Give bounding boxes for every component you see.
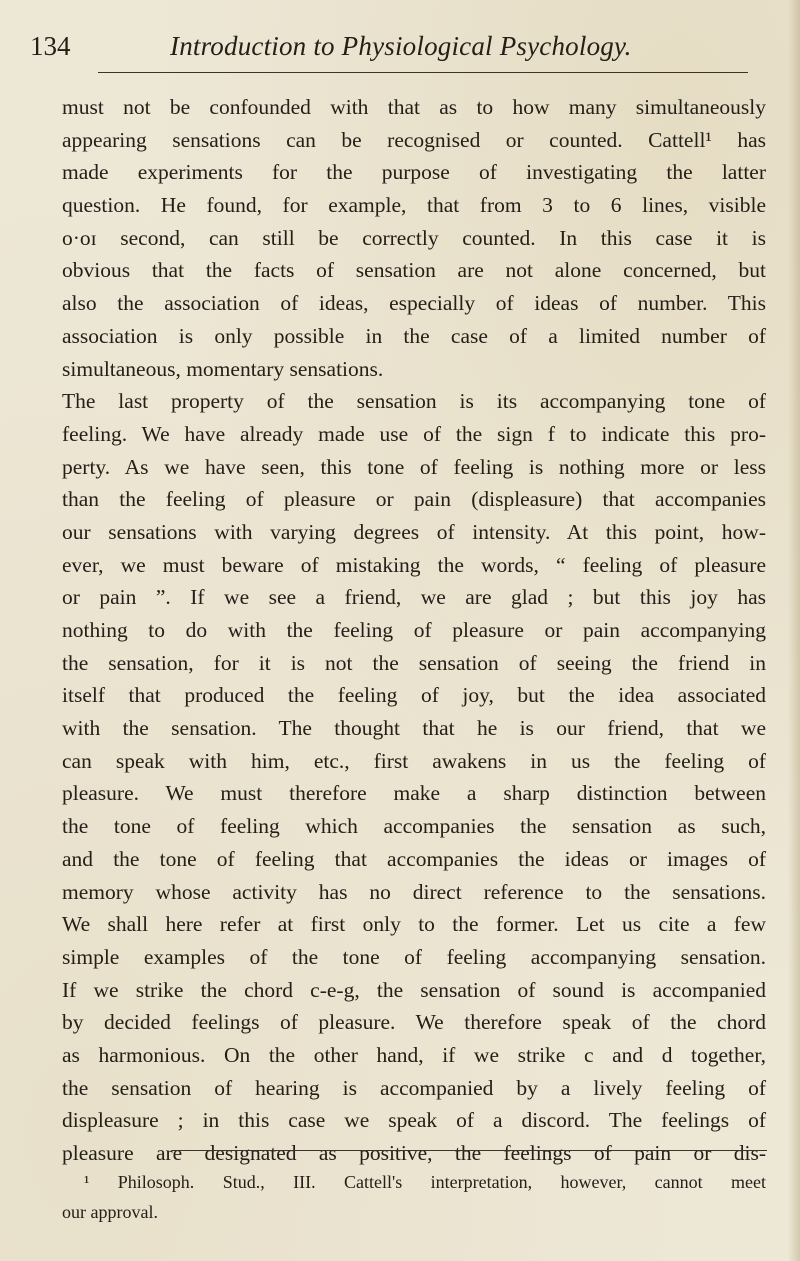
running-title: Introduction to Physiological Psychology. [170, 31, 632, 61]
text-line: memory whose activity has no direct reference to the sensations. [62, 879, 766, 904]
text-line: perty. As we have seen, this tone of feeling is nothing more or less [62, 454, 766, 479]
text-line: association is only possible in the case of a limited number of [62, 323, 766, 348]
page-edge-shadow [788, 0, 800, 1261]
text-line: obvious that the facts of sensation are not alone concerned, but [62, 258, 766, 283]
text-line: made experiments for the purpose of investigating the latter [62, 160, 766, 185]
text-line: than the feeling of pleasure or pain (displeasure) that accompanies [62, 487, 766, 512]
text-line: appearing sensations can be recognised or counted. Cattell¹ has [62, 127, 766, 152]
text-line: also the association of ideas, especially of ideas of number. This [62, 291, 766, 316]
text-line: question. He found, for example, that from 3 to 6 lines, visible [62, 193, 766, 218]
text-line: nothing to do with the feeling of pleasure or pain accompanying [62, 618, 766, 642]
text-line: pleasure. We must therefore make a sharp distinction between [62, 781, 766, 806]
text-line: feeling. We have already made use of the sign f to indicate this pro- [62, 421, 766, 446]
text-line: simultaneous, momentary sensations. [62, 356, 384, 381]
text-line: pleasure are designated as positive, the feelings of pain or dis- [62, 1141, 766, 1165]
text-line: If we strike the chord c-e-g, the sensation of sound is accompanied [62, 977, 766, 1002]
text-line: The last property of the sensation is its accompanying tone of [62, 389, 766, 414]
text-line: itself that produced the feeling of joy, but the idea associated [62, 683, 766, 708]
footnote-line: our approval. [62, 1202, 158, 1222]
text-line: our sensations with varying degrees of intensity. At this point, how- [62, 519, 766, 544]
text-line: ever, we must beware of mistaking the words, “ feeling of pleasure [62, 552, 766, 577]
header-rule [98, 72, 748, 73]
text-line: the tone of feeling which accompanies the sensation as such, [62, 814, 766, 839]
text-line: and the tone of feeling that accompanies the ideas or images of [62, 846, 766, 871]
text-line: o·oɪ second, can still be correctly counted. In this case it is [62, 225, 766, 250]
text-line: We shall here refer at first only to the former. Let us cite a few [62, 912, 766, 937]
text-line: the sensation of hearing is accompanied by a lively feeling of [62, 1075, 766, 1100]
text-line: simple examples of the tone of feeling accompanying sensation. [62, 944, 766, 969]
text-line: or pain ”. If we see a friend, we are glad ; but this joy has [62, 585, 766, 610]
text-line: as harmonious. On the other hand, if we strike c and d together, [62, 1042, 766, 1067]
text-line: displeasure ; in this case we speak of a discord. The feelings of [62, 1108, 766, 1133]
page-number: 134 [30, 31, 71, 61]
text-line: by decided feelings of pleasure. We therefore speak of the chord [62, 1010, 766, 1035]
text-line: the sensation, for it is not the sensation of seeing the friend in [62, 650, 766, 675]
footnote [62, 1167, 766, 1227]
text-line: with the sensation. The thought that he is our friend, that we [62, 716, 766, 741]
footnote-rule [172, 1150, 767, 1151]
footnote-line: ¹ Philosoph. Stud., III. Cattell's interpretation, however, cannot meet [84, 1172, 766, 1192]
text-line: can speak with him, etc., first awakens in us the feeling of [62, 748, 766, 773]
running-header [30, 26, 770, 66]
body-text [62, 91, 766, 1170]
text-line: must not be confounded with that as to how many simultaneously [62, 95, 766, 119]
